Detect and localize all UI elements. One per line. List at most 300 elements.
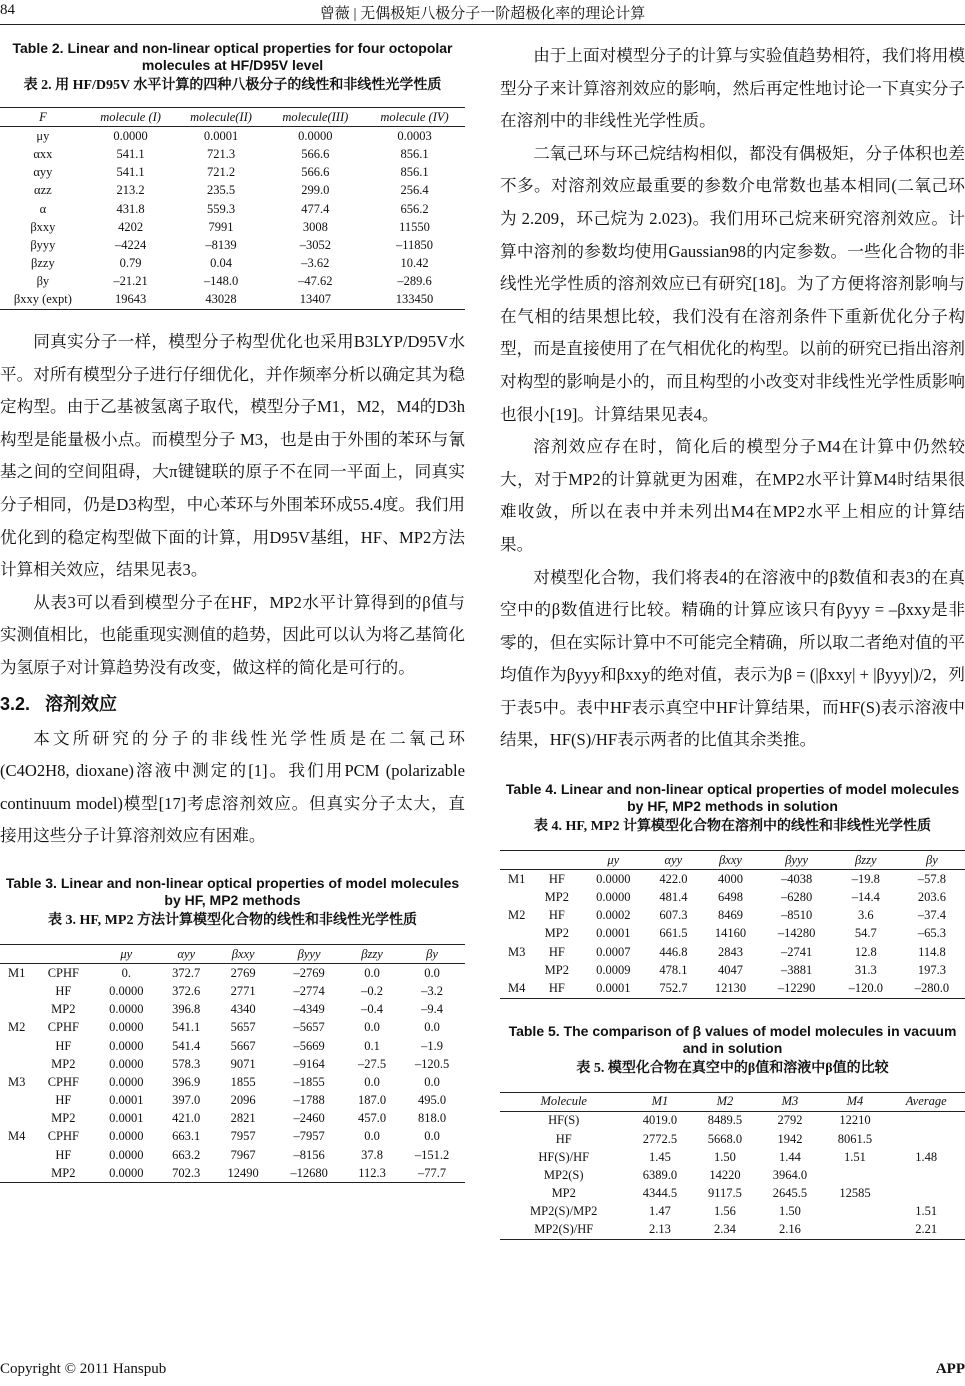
table-cell: βxxy (expt) xyxy=(0,291,86,310)
column-header: βzzy xyxy=(833,851,899,870)
table-cell: 31.3 xyxy=(854,962,877,977)
table4-caption-en: Table 4. Linear and non-linear optical properties of model molecules by HF, MP2 methods in solution xyxy=(505,781,960,815)
table-cell: 6498 xyxy=(717,890,743,905)
column-header: μy xyxy=(93,945,159,964)
table-cell: 541.1 xyxy=(116,165,145,180)
table-cell: M1 xyxy=(7,965,26,980)
table-cell: 541.1 xyxy=(172,1020,201,1035)
table-cell: 396.8 xyxy=(172,1002,201,1017)
table-row xyxy=(0,1091,465,1109)
table-cell: HF xyxy=(55,1038,72,1053)
table-cell: –14280 xyxy=(777,926,816,941)
table-cell: HF xyxy=(55,1093,72,1108)
table-cell xyxy=(0,1164,33,1183)
table-cell: 114.8 xyxy=(918,944,946,959)
table-cell xyxy=(822,1203,887,1221)
table-cell: HF xyxy=(548,944,565,959)
table-cell: 3008 xyxy=(302,219,328,234)
table-cell: MP2(S)/HF xyxy=(500,1221,627,1240)
section-paragraph: 本文所研究的分子的非线性光学性质是在二氧己环(C4O2H8, dioxane)溶液中测定的[1]。我们用PCM (polarizable continuum model)模型[17]考虑溶剂效应。但真实分子太大，直接用这些分子计算溶剂效应有困难。 xyxy=(0,728,465,846)
column-header: Molecule xyxy=(500,1093,627,1112)
table-cell: –1855 xyxy=(293,1074,325,1089)
table-header-row xyxy=(0,108,465,127)
table-row xyxy=(0,200,465,218)
column-header: M1 xyxy=(627,1093,692,1112)
column-header: M2 xyxy=(692,1093,757,1112)
table-row xyxy=(0,145,465,163)
table-cell: 2.16 xyxy=(757,1221,822,1240)
table-cell: 2645.5 xyxy=(772,1186,808,1201)
table-cell: 0.0000 xyxy=(298,128,333,143)
table-cell: 1.44 xyxy=(779,1149,801,1164)
table-row xyxy=(0,273,465,291)
table-cell: 0.0 xyxy=(364,965,380,980)
table3-caption-en: Table 3. Linear and non-linear optical properties of model molecules by HF, MP2 methods xyxy=(5,874,460,908)
column-header xyxy=(500,851,533,870)
table-cell: M3 xyxy=(508,944,526,959)
table-cell: –3.62 xyxy=(301,256,330,271)
right-body-text xyxy=(500,40,965,757)
table-cell: M4 xyxy=(7,1129,26,1144)
table-cell: MP2(S)/MP2 xyxy=(530,1204,598,1219)
column-header: μy xyxy=(580,851,646,870)
table-cell: αzz xyxy=(34,183,52,198)
table-cell: –5669 xyxy=(293,1038,325,1053)
table-cell: 578.3 xyxy=(172,1056,201,1071)
table-cell: 457.0 xyxy=(357,1111,387,1126)
table-cell: –3.2 xyxy=(421,983,443,998)
table-cell: 431.8 xyxy=(116,201,145,216)
table5-caption-zh: 表 5. 模型化合物在真空中的β值和溶液中β值的比较 xyxy=(576,1060,889,1076)
column-header: βxxy xyxy=(213,945,273,964)
column-header xyxy=(0,945,33,964)
table-row xyxy=(0,291,465,310)
table-cell: 4344.5 xyxy=(642,1186,678,1201)
table-row xyxy=(500,1221,965,1240)
table-row xyxy=(500,979,965,998)
table-cell: 5657 xyxy=(230,1020,256,1035)
column-header xyxy=(533,851,580,870)
table-cell: –65.3 xyxy=(917,926,946,941)
table-row xyxy=(500,1111,965,1130)
body-paragraph: 溶剂效应存在时，简化后的模型分子M4在计算中仍然较大，对于MP2的计算就更为困难，在MP2水平计算M4时结果很难收敛，所以在表中并未列出M4在MP2水平上相应的计算结果。 xyxy=(500,437,965,554)
table-row xyxy=(0,182,465,200)
header-rule xyxy=(0,24,965,25)
column-header: molecule (IV) xyxy=(364,108,465,127)
table-header-row xyxy=(500,1093,965,1112)
page-footer xyxy=(0,1361,965,1383)
column-header xyxy=(33,945,93,964)
table-cell xyxy=(887,1130,965,1148)
table-cell: 1.45 xyxy=(649,1149,671,1164)
table-cell: –6280 xyxy=(780,890,813,905)
table-cell: –8139 xyxy=(205,237,237,252)
table-cell: HF xyxy=(55,1147,72,1162)
table-row xyxy=(0,164,465,182)
table-cell: 818.0 xyxy=(417,1111,447,1126)
table-row xyxy=(0,1164,465,1183)
table-cell: MP2 xyxy=(51,1111,76,1126)
column-header: molecule (I) xyxy=(86,108,176,127)
table-cell: 14220 xyxy=(709,1167,741,1182)
table-cell: –57.8 xyxy=(917,871,946,886)
table-row xyxy=(0,964,465,983)
table-cell: 0.0 xyxy=(364,1074,380,1089)
table-cell: 4000 xyxy=(717,871,743,886)
table-cell: –9164 xyxy=(293,1056,325,1071)
table-cell: 0.0009 xyxy=(596,962,631,977)
table-cell: MP2 xyxy=(544,926,569,941)
table-row xyxy=(0,236,465,254)
table-cell: –1.9 xyxy=(421,1038,443,1053)
table-cell: 0.0002 xyxy=(596,908,631,923)
journal-abbrev: APP xyxy=(935,1361,965,1377)
table3 xyxy=(0,945,465,1183)
table-cell: 421.0 xyxy=(172,1111,201,1126)
table-cell: –21.21 xyxy=(113,274,148,289)
table-cell: 13407 xyxy=(267,291,364,310)
table-cell: 7967 xyxy=(230,1147,256,1162)
table-cell: 0.0003 xyxy=(397,128,432,143)
section-title: 溶剂效应 xyxy=(45,693,118,714)
table-cell: –280.0 xyxy=(899,979,965,998)
table-cell: 541.1 xyxy=(116,146,145,161)
table-cell: –19.8 xyxy=(851,871,880,886)
table-cell: 1.51 xyxy=(915,1204,938,1219)
table-header-row xyxy=(0,945,465,964)
table-cell: βxxy xyxy=(30,219,56,234)
table-cell: –8156 xyxy=(293,1147,325,1162)
table-cell: CPHF xyxy=(47,1074,79,1089)
table-cell: 2.34 xyxy=(692,1221,757,1240)
table-row xyxy=(500,1203,965,1221)
table-cell: 663.1 xyxy=(172,1129,201,1144)
table-row xyxy=(500,907,965,925)
table-cell: –0.4 xyxy=(361,1002,383,1017)
body-paragraph: 对模型化合物，我们将表4的在溶液中的β数值和表3的在真空中的β数值进行比较。精确的计算应该只有βyyy = –βxxy是非零的，但在实际计算中不可能完全精确，所以取二者绝对值的平均值作为βyyy和βxxy的绝对值，表示为β = (|βxxy| + |βyyy|)/2，列于表5中。表中HF表示真空中HF计算结果，而HF(S)表示溶液中结果，HF(S)/HF表示两者的比值其余类推。 xyxy=(500,567,965,750)
table-row xyxy=(0,1146,465,1164)
table-cell: 721.2 xyxy=(206,165,236,180)
table-cell: 481.4 xyxy=(659,890,688,905)
left-column xyxy=(0,40,465,1183)
table-cell: 2769 xyxy=(230,965,256,980)
table-cell xyxy=(0,982,33,1000)
body-paragraph: 同真实分子一样，模型分子构型优化也采用B3LYP/D95V水平。对所有模型分子进行仔细优化，并作频率分析以确定其为稳定构型。由于乙基被氢离子取代，模型分子M1，M2，M4的D3h构型是能量极小点。而模型分子 M3，也是由于外围的苯环与氰基之间的空间阻碍，大π键键联的原子不在同一平面上，同真实分子相同，仍是D3构型，中心苯环与外围苯环成55.4度。我们用优化到的稳定构型做下面的计算，用D95V基组，HF、MP2方法计算相关效应，结果见表3。 xyxy=(0,332,465,580)
table-cell: –37.4 xyxy=(917,908,946,923)
table-cell: –120.5 xyxy=(414,1056,450,1071)
table-cell: 0.0000 xyxy=(109,1147,144,1162)
left-body-text xyxy=(0,326,465,685)
table-cell: 1942 xyxy=(777,1131,803,1146)
table-cell: CPHF xyxy=(47,1129,79,1144)
table-cell: 112.3 xyxy=(345,1164,399,1183)
table-cell: 0.0001 xyxy=(109,1111,144,1126)
table-cell: 235.5 xyxy=(206,183,236,198)
table-row xyxy=(0,1110,465,1128)
section-heading xyxy=(0,689,465,719)
table-cell: 3964.0 xyxy=(772,1167,808,1182)
table-row xyxy=(0,1001,465,1019)
table-row xyxy=(500,1166,965,1184)
table-cell: 5668.0 xyxy=(707,1131,743,1146)
table-cell: 495.0 xyxy=(417,1093,447,1108)
table-cell: 37.8 xyxy=(361,1147,383,1162)
column-header: βy xyxy=(899,851,965,870)
table-cell: 478.1 xyxy=(659,962,688,977)
table-cell: 0.0000 xyxy=(109,1020,144,1035)
table-cell: 0.0 xyxy=(424,1020,440,1035)
table-cell: 0.0000 xyxy=(596,871,631,886)
table-cell: 0.79 xyxy=(119,256,142,271)
table4 xyxy=(500,851,965,999)
table-cell: 0.0 xyxy=(364,1020,380,1035)
table-cell: 0.0001 xyxy=(596,926,631,941)
table-row xyxy=(0,218,465,236)
table-cell: 9117.5 xyxy=(707,1186,742,1201)
table-cell: 10.42 xyxy=(400,256,429,271)
body-paragraph: 二氧己环与环己烷结构相似，都没有偶极矩，分子体积也差不多。对溶剂效应最重要的参数介电常数也基本相同(二氧己环为 2.209，环己烷为 2.023)。我们用环己烷来研究溶剂效应。计算中溶剂的参数均使用Gaussian98的内定参数。一些化合物的非线性光学性质的溶剂效应已有研究[18]。为了方便将溶剂影响与在气相的结果想比较，我们没有在溶剂条件下重新优化分子构型，而是直接使用了在气相优化的构型。以前的研究已指出溶剂对构型的影响是小的，而且构型的小改变对非线性光学性质影响也很小[19]。计算结果见表4。 xyxy=(500,143,965,424)
table-cell: HF xyxy=(55,983,72,998)
table-cell: HF xyxy=(548,908,565,923)
table-cell: 8061.5 xyxy=(837,1131,873,1146)
table3-caption-zh: 表 3. HF, MP2 方法计算模型化合物的线性和非线性光学性质 xyxy=(48,912,417,928)
table-cell: 1.50 xyxy=(779,1204,801,1219)
table-row xyxy=(0,982,465,1000)
table-row xyxy=(0,1019,465,1037)
table-cell: HF xyxy=(548,871,565,886)
table-cell: 477.4 xyxy=(301,201,330,216)
table-cell: 213.2 xyxy=(116,183,145,198)
body-paragraph: 由于上面对模型分子的计算与实验值趋势相符，我们将用模型分子来计算溶剂效应的影响，然后再定性地讨论一下真实分子在溶剂中的非线性光学性质。 xyxy=(500,46,965,131)
table-row xyxy=(500,1148,965,1166)
table-cell: MP2 xyxy=(544,890,569,905)
table-cell xyxy=(500,961,533,979)
column-header: βyyy xyxy=(761,851,833,870)
table-cell: 856.1 xyxy=(400,165,429,180)
table-cell: 0.0000 xyxy=(113,128,148,143)
table4-caption-zh: 表 4. HF, MP2 计算模型化合物在溶剂中的线性和非线性光学性质 xyxy=(534,819,931,835)
table-cell: αxx xyxy=(33,146,53,161)
table-cell: 397.0 xyxy=(172,1093,201,1108)
table-cell: 43028 xyxy=(175,291,266,310)
column-header: αyy xyxy=(159,945,213,964)
column-header: F xyxy=(0,108,86,127)
table-cell: –2769 xyxy=(293,965,325,980)
table-row xyxy=(0,1128,465,1146)
table-cell: 12585 xyxy=(839,1186,871,1201)
table-cell: 0. xyxy=(121,965,131,980)
table-cell: M2 xyxy=(508,908,526,923)
column-header: βy xyxy=(399,945,465,964)
table-row xyxy=(500,870,965,889)
table-row xyxy=(500,925,965,943)
table-cell: 1855 xyxy=(230,1074,256,1089)
table-cell: 0.0000 xyxy=(596,890,631,905)
right-column xyxy=(500,40,965,1240)
table-cell: M4 xyxy=(500,979,533,998)
table-cell: –27.5 xyxy=(357,1056,387,1071)
table-cell: CPHF xyxy=(47,965,79,980)
table-cell: –4038 xyxy=(780,871,813,886)
column-header: M3 xyxy=(757,1093,822,1112)
table-cell: MP2 xyxy=(51,1056,76,1071)
table-header-row xyxy=(500,851,965,870)
table-cell: 856.1 xyxy=(400,146,429,161)
table-cell: 661.5 xyxy=(659,926,688,941)
table-cell: 566.6 xyxy=(301,146,330,161)
table-cell: –3052 xyxy=(299,237,331,252)
table-cell: –7957 xyxy=(293,1129,325,1144)
table-cell: 4019.0 xyxy=(642,1113,678,1128)
table-cell: 12210 xyxy=(839,1113,871,1128)
table-cell xyxy=(0,1001,33,1019)
column-header: βyyy xyxy=(273,945,345,964)
table-cell: –2774 xyxy=(293,983,325,998)
table-cell: 721.3 xyxy=(206,146,236,161)
table-cell: 0.0001 xyxy=(580,979,646,998)
table-cell: 0.0000 xyxy=(109,1056,144,1071)
table-cell: 702.3 xyxy=(159,1164,213,1183)
table2 xyxy=(0,108,465,310)
table-cell: HF xyxy=(555,1131,572,1146)
table-cell: 299.0 xyxy=(301,183,330,198)
table-cell: 0.0 xyxy=(424,965,440,980)
table-cell: 197.3 xyxy=(917,962,946,977)
table-cell: MP2 xyxy=(551,1186,576,1201)
table-cell: –289.6 xyxy=(397,274,432,289)
table-cell: 7991 xyxy=(208,219,234,234)
table-cell: α xyxy=(39,201,47,216)
table-cell: 4047 xyxy=(717,962,743,977)
table-cell: 187.0 xyxy=(357,1093,387,1108)
table-cell: 0.0000 xyxy=(93,1164,159,1183)
table-cell xyxy=(0,1146,33,1164)
table-cell: HF(S) xyxy=(548,1113,580,1128)
table5-caption-en: Table 5. The comparison of β values of model molecules in vacuum and in solution xyxy=(508,1022,957,1056)
table-cell: 1.50 xyxy=(714,1149,736,1164)
table-cell: 2792 xyxy=(777,1113,803,1128)
table-cell: 1.48 xyxy=(915,1149,938,1164)
table-cell: 12490 xyxy=(213,1164,273,1183)
table-cell: 6389.0 xyxy=(642,1167,678,1182)
table-cell: –8510 xyxy=(780,908,813,923)
table-cell: 8489.5 xyxy=(707,1113,743,1128)
table-cell: –12290 xyxy=(761,979,833,998)
table-cell xyxy=(0,1037,33,1055)
table-cell: 372.7 xyxy=(172,965,201,980)
table-cell: M1 xyxy=(508,871,526,886)
table-cell: 0.0 xyxy=(364,1129,380,1144)
table-cell: MP2 xyxy=(33,1164,93,1183)
table-cell: 4340 xyxy=(230,1002,256,1017)
table-cell: 14160 xyxy=(714,926,747,941)
table-cell xyxy=(0,1055,33,1073)
table-cell: –1788 xyxy=(293,1093,325,1108)
table-row xyxy=(0,1037,465,1055)
running-title: 曾薇 | 无偶极矩八极分子一阶超极化率的理论计算 xyxy=(319,6,646,22)
table-cell: 0.0000 xyxy=(109,1129,144,1144)
table-cell: –4224 xyxy=(114,237,147,252)
table-cell: M3 xyxy=(7,1074,26,1089)
table-cell: –2741 xyxy=(780,944,813,959)
table-cell: 372.6 xyxy=(172,983,201,998)
column-header: Average xyxy=(887,1093,965,1112)
table-row xyxy=(500,888,965,906)
table-cell: MP2(S) xyxy=(543,1167,584,1182)
table2-caption-en: Table 2. Linear and non-linear optical properties for four octopolar molecules at HF/D95V level xyxy=(12,40,453,73)
table-cell: –3881 xyxy=(780,962,813,977)
table-cell: 9071 xyxy=(230,1056,256,1071)
table-cell: 2843 xyxy=(717,944,743,959)
table-row xyxy=(0,127,465,146)
table-row xyxy=(500,943,965,961)
copyright-text: Copyright © 2011 Hanspub xyxy=(0,1361,167,1377)
table2-caption-zh: 表 2. 用 HF/D95V 水平计算的四种八极分子的线性和非线性光学性质 xyxy=(23,78,442,93)
table-cell: 1.47 xyxy=(649,1204,671,1219)
table-row xyxy=(500,1130,965,1148)
table-cell: 133450 xyxy=(364,291,465,310)
table-cell: 422.0 xyxy=(659,871,688,886)
table-cell: 0.0001 xyxy=(203,128,239,143)
table-cell: 0.1 xyxy=(364,1038,380,1053)
table-cell: –77.7 xyxy=(399,1164,465,1183)
table-cell: βyyy xyxy=(30,237,56,252)
table-cell: –2460 xyxy=(293,1111,325,1126)
table-cell: M2 xyxy=(7,1020,26,1035)
table-cell: 12.8 xyxy=(854,944,877,959)
table-row xyxy=(500,961,965,979)
table-cell: 12130 xyxy=(700,979,760,998)
table-cell: –120.0 xyxy=(833,979,899,998)
table-row xyxy=(0,1055,465,1073)
table-cell: –47.62 xyxy=(298,274,333,289)
table-cell xyxy=(822,1166,887,1184)
table-cell: 0.0007 xyxy=(596,944,631,959)
table-cell: 256.4 xyxy=(400,183,429,198)
table-cell: 656.2 xyxy=(400,201,429,216)
table-cell: CPHF xyxy=(47,1020,79,1035)
table-cell: 0.0000 xyxy=(109,983,144,998)
table-cell: βzzy xyxy=(31,256,55,271)
table-cell: 559.3 xyxy=(206,201,236,216)
section-number: 3.2. xyxy=(0,693,31,714)
table-cell: HF xyxy=(533,979,580,998)
table-cell: 663.2 xyxy=(172,1147,201,1162)
table-cell: 4202 xyxy=(118,219,144,234)
table-cell xyxy=(887,1166,965,1184)
table-cell: 0.0000 xyxy=(109,1002,144,1017)
column-header: βxxy xyxy=(700,851,760,870)
table-cell: HF(S)/HF xyxy=(538,1149,590,1164)
table-cell: 0.0000 xyxy=(109,1038,144,1053)
table-cell xyxy=(500,925,533,943)
table-cell: 1.51 xyxy=(844,1149,866,1164)
table-cell: 752.7 xyxy=(646,979,700,998)
table-cell: 54.7 xyxy=(854,926,877,941)
table-cell: αyy xyxy=(33,165,53,180)
column-header: M4 xyxy=(822,1093,887,1112)
table-cell: 19643 xyxy=(86,291,176,310)
table-cell xyxy=(500,888,533,906)
table-row xyxy=(0,255,465,273)
column-header: molecule(III) xyxy=(267,108,364,127)
column-header: αyy xyxy=(646,851,700,870)
table-cell: 8469 xyxy=(717,908,743,923)
table-cell: 607.3 xyxy=(659,908,688,923)
table-cell: 2771 xyxy=(230,983,256,998)
table-cell: –148.0 xyxy=(203,274,239,289)
column-header: molecule(II) xyxy=(175,108,266,127)
